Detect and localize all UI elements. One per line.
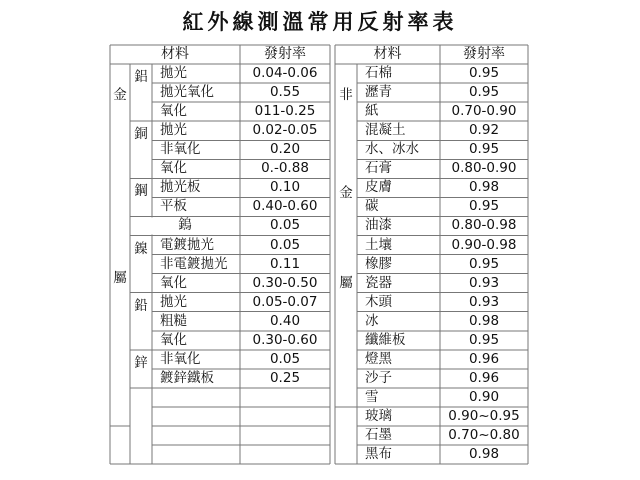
emissivity-cell: 0.04-0.06 xyxy=(252,65,318,82)
emissivity-cell: 0.98 xyxy=(468,179,500,196)
material-cell: 氧化 xyxy=(160,160,187,177)
group-label-nonmetal: 屬 xyxy=(339,274,353,291)
emissivity-cell: 0.95 xyxy=(468,331,500,348)
material-cell: 鍍鋅鐵板 xyxy=(160,369,214,386)
material-cell: 纖維板 xyxy=(365,331,406,348)
emissivity-cell: 0.93 xyxy=(468,274,500,291)
material-cell: 瓷器 xyxy=(365,274,392,291)
subgroup-label: 鋅 xyxy=(134,354,148,371)
material-cell: 平板 xyxy=(160,198,187,215)
material-cell: 碳 xyxy=(365,198,379,215)
material-cell: 鎢 xyxy=(178,217,192,234)
emissivity-cell: 0.90 xyxy=(468,388,500,405)
emissivity-cell: 0.95 xyxy=(468,255,500,272)
material-cell: 玻璃 xyxy=(365,407,392,424)
material-cell: 橡膠 xyxy=(365,255,392,272)
emissivity-cell: 0.05 xyxy=(269,350,301,367)
page-title: 紅外線測溫常用反射率表 xyxy=(182,10,458,34)
group-label-nonmetal: 非 xyxy=(339,87,353,104)
material-cell: 皮膚 xyxy=(365,179,392,196)
material-cell: 石棉 xyxy=(365,65,392,82)
emissivity-cell: 0.96 xyxy=(468,350,500,367)
emissivity-cell: 0.95 xyxy=(468,198,500,215)
emissivity-cell: 011-0.25 xyxy=(254,103,316,120)
emissivity-cell: 0.05 xyxy=(269,217,301,234)
material-cell: 瀝青 xyxy=(365,84,392,101)
material-cell: 木頭 xyxy=(365,293,392,310)
material-cell: 氧化 xyxy=(160,331,187,348)
material-cell: 氧化 xyxy=(160,274,187,291)
emissivity-cell: 0.95 xyxy=(468,65,500,82)
emissivity-cell: 0.93 xyxy=(468,293,500,310)
group-label-nonmetal: 金 xyxy=(339,185,353,202)
material-cell: 拋光 xyxy=(160,65,187,82)
material-cell: 拋光氧化 xyxy=(160,84,214,101)
emissivity-cell: 0.20 xyxy=(269,141,301,158)
material-cell: 石膏 xyxy=(365,160,392,177)
emissivity-cell: 0.95 xyxy=(468,84,500,101)
emissivity-cell: 0.80-0.98 xyxy=(451,217,517,234)
material-cell: 冰 xyxy=(365,312,379,329)
material-cell: 雪 xyxy=(365,388,379,405)
emissivity-cell: 0.30-0.50 xyxy=(252,274,318,291)
material-cell: 燈黑 xyxy=(365,350,392,367)
emissivity-cell: 0.30-0.60 xyxy=(252,331,318,348)
material-cell: 粗糙 xyxy=(160,312,187,329)
material-cell: 油漆 xyxy=(365,217,392,234)
material-cell: 拋光 xyxy=(160,293,187,310)
emissivity-cell: 0.05 xyxy=(269,236,301,253)
material-cell: 電鍍拋光 xyxy=(160,236,214,253)
material-cell: 混凝土 xyxy=(365,122,406,139)
emissivity-cell: 0.92 xyxy=(468,122,500,139)
material-cell: 紙 xyxy=(365,103,379,120)
emissivity-cell: 0.70-0.90 xyxy=(451,103,517,120)
material-cell: 非氧化 xyxy=(160,350,201,367)
emissivity-cell: 0.55 xyxy=(269,84,301,101)
left-material-header: 材料 xyxy=(161,46,189,62)
right-material-header: 材料 xyxy=(373,46,402,62)
emissivity-cell: 0.80-0.90 xyxy=(451,160,517,177)
emissivity-cell: 0.40-0.60 xyxy=(252,198,318,215)
material-cell: 拋光板 xyxy=(160,179,201,196)
material-cell: 非氧化 xyxy=(160,141,201,158)
emissivity-cell: 0.10 xyxy=(269,179,301,196)
material-cell: 土壤 xyxy=(365,236,392,253)
subgroup-label: 銅 xyxy=(134,126,148,143)
material-cell: 沙子 xyxy=(365,369,392,386)
right-emissivity-header: 發射率 xyxy=(463,46,505,62)
emissivity-cell: 0.98 xyxy=(468,312,500,329)
material-cell: 拋光 xyxy=(160,122,187,139)
material-cell: 氧化 xyxy=(160,103,187,120)
group-label-metal: 金 xyxy=(113,87,127,104)
emissivity-cell: 0.90~0.95 xyxy=(448,407,520,424)
emissivity-cell: 0.05-0.07 xyxy=(252,293,318,310)
subgroup-label: 鎳 xyxy=(134,240,148,257)
group-label-metal: 屬 xyxy=(113,269,127,286)
subgroup-label: 鉛 xyxy=(134,297,148,314)
material-cell: 石墨 xyxy=(365,427,392,443)
emissivity-cell: 0.25 xyxy=(269,369,301,386)
emissivity-cell: 0.40 xyxy=(269,312,301,329)
emissivity-cell: 0.96 xyxy=(468,369,500,386)
emissivity-cell: 0.-0.88 xyxy=(261,160,309,177)
emissivity-cell: 0.11 xyxy=(269,255,301,272)
emissivity-cell: 0.98 xyxy=(468,446,500,463)
material-cell: 水、冰水 xyxy=(365,141,419,158)
emissivity-cell: 0.90-0.98 xyxy=(451,236,517,253)
material-cell: 黑布 xyxy=(365,446,392,463)
subgroup-label: 鋁 xyxy=(134,69,148,86)
left-emissivity-header: 發射率 xyxy=(264,46,306,62)
emissivity-cell: 0.70~0.80 xyxy=(448,427,520,443)
emissivity-cell: 0.02-0.05 xyxy=(252,122,318,139)
subgroup-label: 鋼 xyxy=(134,183,148,200)
emissivity-cell: 0.95 xyxy=(468,141,500,158)
material-cell: 非電鍍拋光 xyxy=(160,255,228,272)
